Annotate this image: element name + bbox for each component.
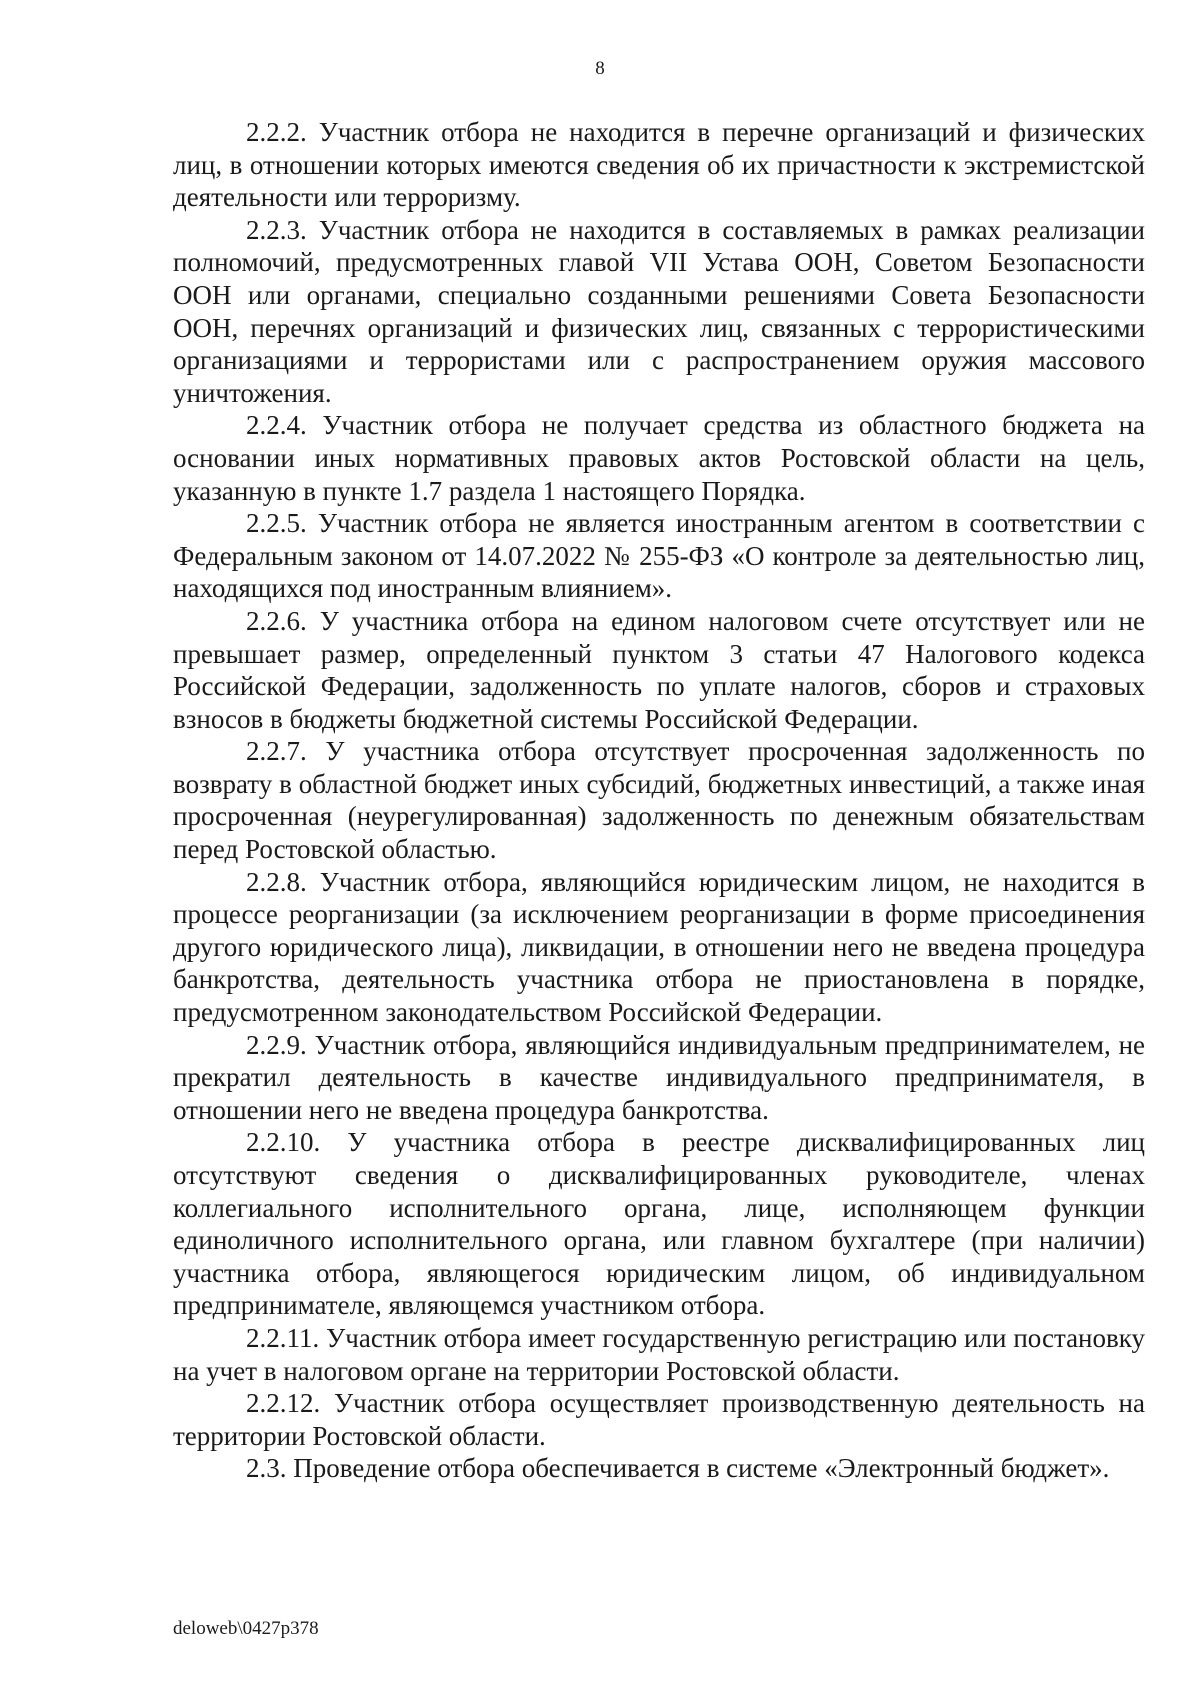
- paragraph-2-2-4: 2.2.4. Участник отбора не получает средства из областного бюджета на основании иных нормативных правовых актов Ростовской области на цель, указанную в пункте 1.7 раздела 1 настоящего Порядка.: [173, 410, 1145, 506]
- paragraph-2-2-11: 2.2.11. Участник отбора имеет государственную регистрацию или постановку на учет в налоговом органе на территории Ростовской области.: [173, 1322, 1145, 1386]
- paragraph-2-2-2: 2.2.2. Участник отбора не находится в перечне организаций и физических лиц, в отношении которых имеются сведения об их причастности к экстремистской деятельности или терроризму.: [173, 117, 1145, 213]
- footer-document-code: deloweb\0427p378: [173, 1618, 319, 1639]
- paragraph-2-2-3: 2.2.3. Участник отбора не находится в составляемых в рамках реализации полномочий, предусмотренных главой VII Устава ООН, Советом Безопасности ООН или органами, специально созданными решениями Совета Безопасности ООН, перечнях организаций и физических лиц, связанных с террористическими организациями и террористами или с распространением оружия массового уничтожения.: [173, 214, 1145, 408]
- page-number: 8: [595, 58, 605, 79]
- paragraph-2-2-6: 2.2.6. У участника отбора на едином налоговом счете отсутствует или не превышает размер, определенный пунктом 3 статьи 47 Налогового кодекса Российской Федерации, задолженность по уплате налогов, сборов и страховых взносов в бюджеты бюджетной системы Российской Федерации.: [173, 605, 1145, 734]
- paragraph-2-2-5: 2.2.5. Участник отбора не является иностранным агентом в соответствии с Федеральным законом от 14.07.2022 № 255-ФЗ «О контроле за деятельностью лиц, находящихся под иностранным влиянием».: [173, 508, 1145, 604]
- paragraph-2-2-7: 2.2.7. У участника отбора отсутствует просроченная задолженность по возврату в областной бюджет иных субсидий, бюджетных инвестиций, а также иная просроченная (неурегулированная) задолженность по денежным обязательствам перед Ростовской областью.: [173, 736, 1145, 865]
- paragraph-2-2-10: 2.2.10. У участника отбора в реестре дисквалифицированных лиц отсутствуют сведения о дисквалифицированных руководителе, членах коллегиального исполнительного органа, лице, исполняющем функции единоличного исполнительного органа, или главном бухгалтере (при наличии) участника отбора, являющегося юридическим лицом, об индивидуальном предпринимателе, являющемся участником отбора.: [173, 1127, 1145, 1321]
- document-body: [173, 116, 1145, 1485]
- paragraph-2-2-12: 2.2.12. Участник отбора осуществляет производственную деятельность на территории Ростовской области.: [173, 1388, 1145, 1451]
- paragraph-2-3: 2.3. Проведение отбора обеспечивается в системе «Электронный бюджет».: [246, 1453, 1110, 1484]
- paragraph-2-2-8: 2.2.8. Участник отбора, являющийся юридическим лицом, не находится в процессе реорганизации (за исключением реорганизации в форме присоединения другого юридического лица), ликвидации, в отношении него не введена процедура банкротства, деятельность участника отбора не приостановлена в порядке, предусмотренном законодательством Российской Федерации.: [173, 866, 1145, 1028]
- paragraph-2-2-9: 2.2.9. Участник отбора, являющийся индивидуальным предпринимателем, не прекратил деятельность в качестве индивидуального предпринимателя, в отношении него не введена процедура банкротства.: [173, 1029, 1145, 1125]
